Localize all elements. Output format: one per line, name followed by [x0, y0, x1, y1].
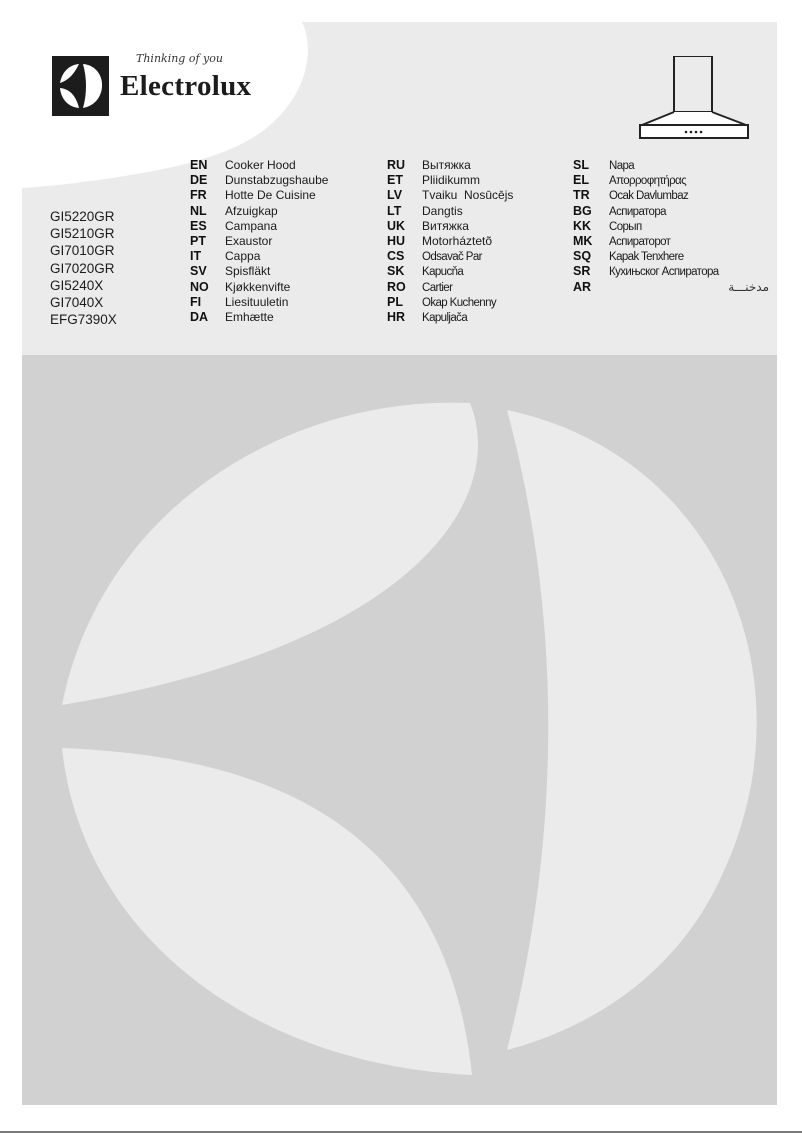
language-row: [190, 280, 328, 295]
model-number: GI7020GR: [50, 260, 115, 276]
language-translation: Cartier: [422, 281, 453, 294]
language-row: [387, 204, 513, 219]
language-row: [387, 234, 513, 249]
language-code: SR: [573, 264, 591, 279]
language-translation: Кухињског Аспиратора: [609, 266, 719, 279]
language-code: TR: [573, 188, 590, 203]
model-number: GI5220GR: [50, 209, 115, 224]
model-list: [50, 208, 117, 328]
language-row: [387, 219, 513, 234]
language-code: LV: [387, 188, 403, 203]
language-code: ET: [387, 173, 403, 188]
language-row: [573, 219, 769, 234]
language-row: [573, 173, 769, 188]
language-code: ES: [190, 218, 207, 233]
language-code: SQ: [573, 249, 592, 264]
language-translation: Kapuljača: [422, 311, 468, 324]
cooker-hood-icon: [638, 56, 750, 142]
language-translation: Napa: [609, 160, 635, 172]
language-code: NL: [190, 203, 207, 218]
model-number: GI7040X: [50, 295, 104, 311]
language-code: RO: [387, 279, 406, 294]
language-row: [387, 173, 513, 188]
electrolux-logo-icon: [52, 56, 109, 116]
language-translation: Exaustor: [225, 233, 273, 248]
language-code: DA: [190, 309, 209, 324]
language-row: [387, 158, 513, 173]
language-row: [387, 295, 513, 310]
language-translation: Okap Kuchenny: [422, 296, 497, 309]
language-code: FI: [190, 294, 202, 309]
language-row: [190, 310, 328, 325]
language-row: [573, 264, 769, 279]
language-code: CS: [387, 249, 405, 264]
language-translation: Витяжка: [422, 218, 469, 233]
language-row: [190, 264, 328, 279]
language-translation: Аспираторот: [609, 235, 671, 248]
language-row: [573, 280, 769, 295]
language-translation: Pliidikumm: [422, 173, 481, 188]
electrolux-emblem-graphic: [22, 355, 777, 1105]
language-row: [573, 188, 769, 203]
language-translation: Emhætte: [225, 309, 274, 324]
language-row: [387, 310, 513, 325]
language-code: RU: [387, 158, 406, 172]
language-row: [387, 188, 513, 203]
language-code: LT: [387, 203, 402, 218]
language-row: [190, 204, 328, 219]
language-column-3: [573, 158, 769, 295]
language-code: MK: [573, 233, 593, 248]
footer-divider: [0, 1131, 802, 1133]
language-row: [190, 249, 328, 264]
emblem-upper-lobe: [62, 403, 478, 705]
brand-tagline: Thinking of you: [136, 52, 223, 65]
language-code: PT: [190, 233, 206, 248]
language-translation: Ocak Davlumbaz: [609, 190, 689, 203]
model-number: GI5240X: [50, 277, 104, 293]
language-translation: Kapucňa: [422, 266, 464, 279]
language-translation: Dangtis: [422, 203, 463, 218]
language-column-1: [190, 158, 328, 325]
language-translation: Kapak Tenxhere: [609, 251, 684, 264]
language-translation: مدخنـــة: [728, 279, 769, 294]
language-translation: Hotte De Cuisine: [225, 188, 316, 203]
language-row: [190, 173, 328, 188]
language-code: FR: [190, 188, 207, 203]
language-code: IT: [190, 249, 202, 264]
language-translation: Dunstabzugshaube: [225, 173, 329, 188]
language-row: [190, 219, 328, 234]
language-translation: Cappa: [225, 249, 261, 264]
language-translation: Сорып: [609, 220, 642, 233]
model-number: GI7010GR: [50, 243, 115, 259]
language-code: DE: [190, 173, 208, 188]
language-code: NO: [190, 279, 209, 294]
language-code: HU: [387, 233, 406, 248]
language-translation: Cooker Hood: [225, 158, 296, 172]
language-code: EN: [190, 158, 208, 172]
language-row: [573, 249, 769, 264]
language-column-2: [387, 158, 513, 325]
language-code: HR: [387, 309, 406, 324]
language-row: [573, 234, 769, 249]
language-translation: Motorháztetõ: [422, 233, 493, 248]
language-translation: Аспиратора: [609, 205, 666, 218]
language-row: [573, 204, 769, 219]
language-translation: Вытяжка: [422, 158, 471, 172]
language-translation: Tvaiku Nosūcējs: [422, 188, 514, 203]
emblem-right-half: [507, 410, 757, 1050]
language-translation: Kjøkkenvifte: [225, 279, 291, 294]
brand-name: Electrolux: [120, 70, 252, 102]
language-code: KK: [573, 218, 592, 233]
model-number: GI5210GR: [50, 226, 115, 242]
language-code: UK: [387, 218, 406, 233]
language-translation: Απορροφητήρας: [609, 175, 687, 188]
language-row: [387, 249, 513, 264]
language-code: EL: [573, 173, 589, 188]
language-row: [387, 264, 513, 279]
language-translation: Liesituuletin: [225, 294, 289, 309]
language-code: SL: [573, 158, 589, 172]
language-translation: Afzuigkap: [225, 203, 278, 218]
emblem-lower-lobe: [62, 748, 472, 1075]
language-translation: Campana: [225, 218, 278, 233]
model-number: EFG7390X: [50, 312, 117, 328]
language-row: [190, 158, 328, 173]
language-row: [387, 280, 513, 295]
language-row: [190, 188, 328, 203]
language-code: SV: [190, 264, 207, 279]
language-row: [190, 234, 328, 249]
language-row: [573, 158, 769, 173]
language-code: PL: [387, 294, 403, 309]
language-code: BG: [573, 203, 592, 218]
cover-emblem-panel: [22, 355, 777, 1105]
language-code: SK: [387, 264, 405, 279]
language-row: [190, 295, 328, 310]
language-translation: Odsavač Par: [422, 251, 482, 264]
language-translation: Spisfläkt: [225, 264, 271, 279]
language-code: AR: [573, 279, 592, 294]
